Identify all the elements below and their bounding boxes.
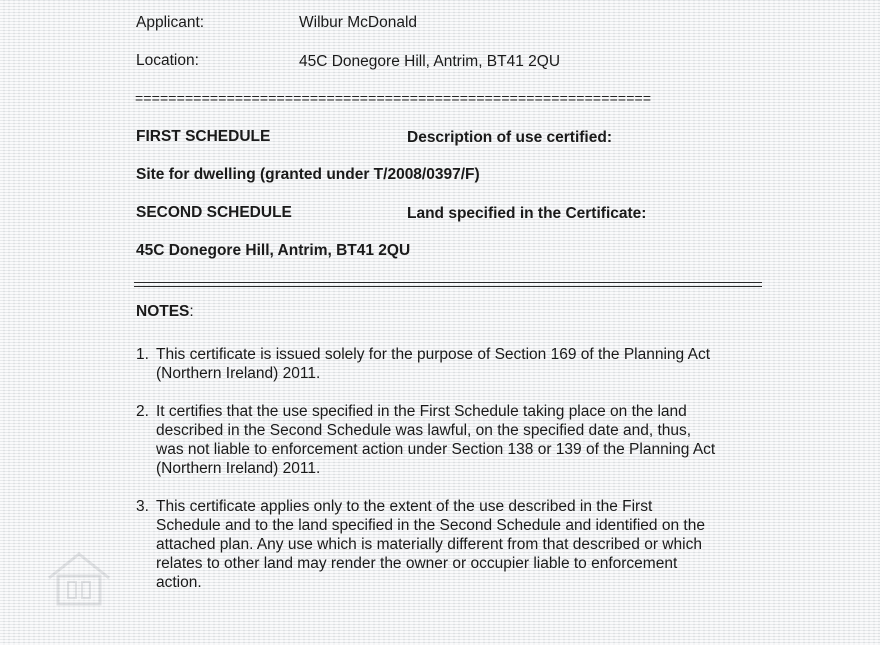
- note-number: 2.: [136, 403, 149, 420]
- note-line: Schedule and to the land specified in the Second Schedule and identified on the: [156, 517, 705, 534]
- applicant-value: Wilbur McDonald: [299, 14, 418, 31]
- notes-heading-colon: :: [189, 303, 194, 320]
- location-value: 45C Donegore Hill, Antrim, BT41 2QU: [299, 53, 561, 70]
- applicant-label: Applicant:: [136, 14, 205, 31]
- first-schedule-value: Site for dwelling (granted under T/2008/0397/F): [136, 166, 480, 183]
- note-number: 1.: [136, 346, 149, 363]
- note-line: (Northern Ireland) 2011.: [156, 365, 321, 382]
- divider-rule-top: [134, 282, 762, 283]
- separator-line: ==============================================================: [135, 90, 652, 106]
- divider-rule-bottom: [134, 286, 762, 287]
- notes-heading-text: NOTES: [136, 303, 190, 320]
- first-schedule-heading: Description of use certified:: [407, 129, 612, 146]
- watermark-seal-icon: [44, 548, 114, 608]
- notes-heading: [136, 303, 194, 321]
- note-line: It certifies that the use specified in the First Schedule taking place on the land: [156, 403, 687, 420]
- note-line: (Northern Ireland) 2011.: [156, 460, 321, 477]
- note-item-2: [136, 402, 766, 478]
- note-line: relates to other land may render the owner or occupier liable to enforcement: [156, 555, 678, 572]
- note-line: was not liable to enforcement action under Section 138 or 139 of the Planning Act: [156, 441, 716, 458]
- note-line: described in the Second Schedule was lawful, on the specified date and, thus,: [156, 422, 692, 439]
- note-number: 3.: [136, 498, 149, 515]
- note-line: attached plan. Any use which is materially different from that described or which: [156, 536, 702, 553]
- second-schedule-label: SECOND SCHEDULE: [136, 204, 292, 221]
- note-line: This certificate applies only to the extent of the use described in the First: [156, 498, 653, 515]
- first-schedule-label: FIRST SCHEDULE: [136, 128, 271, 145]
- note-item-3: [136, 497, 766, 592]
- second-schedule-heading: Land specified in the Certificate:: [407, 205, 647, 222]
- second-schedule-value: 45C Donegore Hill, Antrim, BT41 2QU: [136, 242, 411, 259]
- note-item-1: [136, 345, 766, 383]
- note-line: action.: [156, 574, 202, 591]
- location-label: Location:: [136, 52, 199, 69]
- note-line: This certificate is issued solely for the purpose of Section 169 of the Planning Act: [156, 346, 711, 363]
